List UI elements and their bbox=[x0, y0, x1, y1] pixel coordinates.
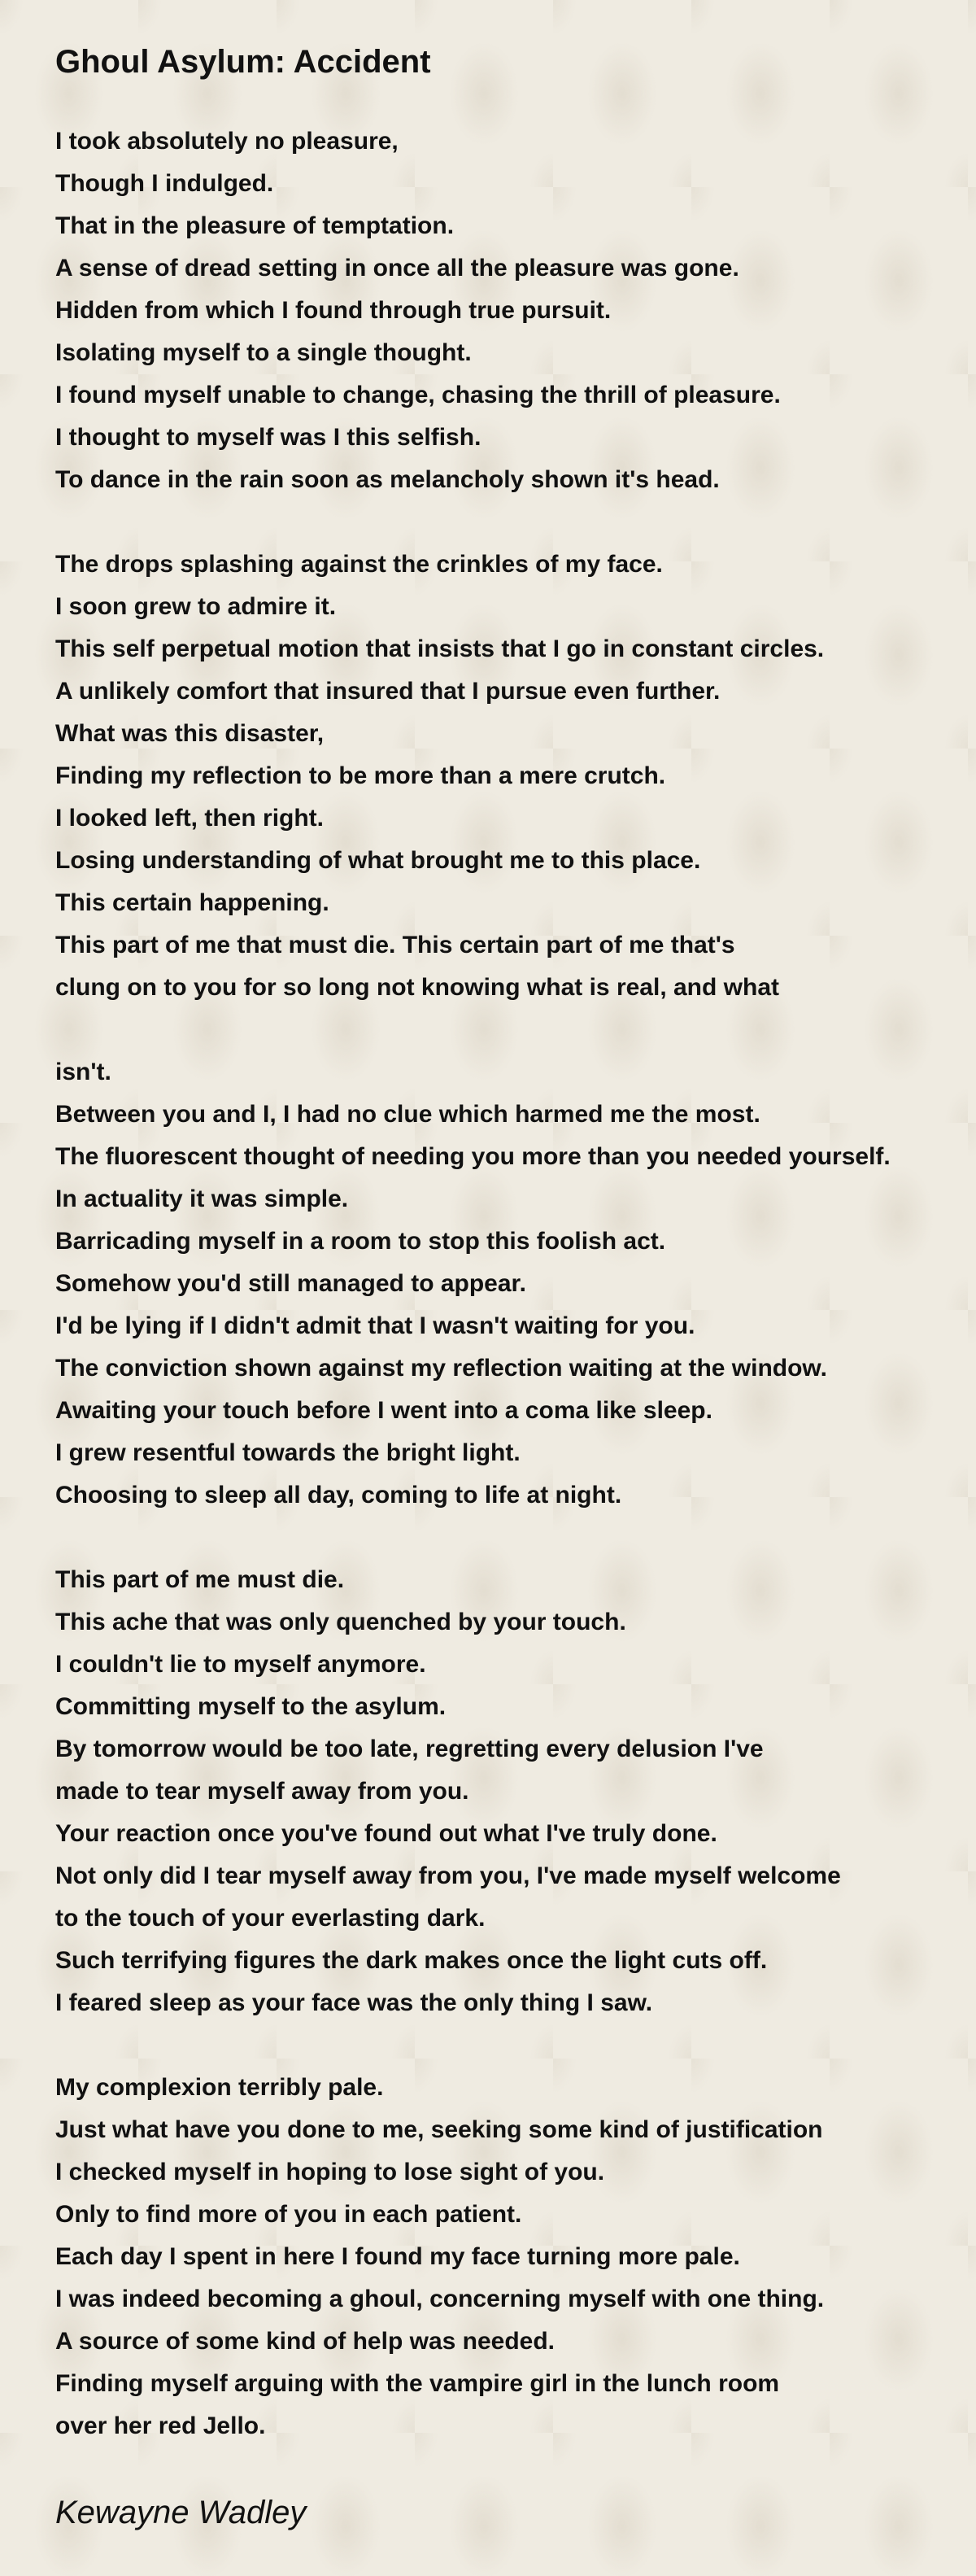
poem-line: Choosing to sleep all day, coming to life at night. bbox=[55, 1482, 622, 1508]
poem-line: This certain happening. bbox=[55, 889, 329, 916]
poem-line: Though I indulged. bbox=[55, 170, 274, 197]
poem-title: Ghoul Asylum: Accident bbox=[55, 44, 431, 80]
poem-line: clung on to you for so long not knowing what is real, and what bbox=[55, 974, 779, 1001]
stanza-break bbox=[55, 1009, 966, 1051]
poem-line: Isolating myself to a single thought. bbox=[55, 339, 472, 366]
poem-body bbox=[55, 120, 966, 2447]
poem-line: over her red Jello. bbox=[55, 2412, 266, 2439]
poem-line: What was this disaster, bbox=[55, 720, 325, 747]
poem-line: to the touch of your everlasting dark. bbox=[55, 1905, 486, 1932]
stanza-break bbox=[55, 2024, 966, 2067]
poem-line: A sense of dread setting in once all the pleasure was gone. bbox=[55, 255, 739, 282]
poem-line: This ache that was only quenched by your touch. bbox=[55, 1609, 626, 1635]
poem-line: I feared sleep as your face was the only thing I saw. bbox=[55, 1989, 653, 2016]
poem-line: Losing understanding of what brought me to this place. bbox=[55, 847, 701, 874]
poem-line: I looked left, then right. bbox=[55, 805, 324, 832]
stanza-break bbox=[55, 501, 966, 544]
poem-line: The conviction shown against my reflection waiting at the window. bbox=[55, 1355, 827, 1382]
poem-line: I was indeed becoming a ghoul, concerning myself with one thing. bbox=[55, 2286, 825, 2312]
poem-line: I'd be lying if I didn't admit that I wasn't waiting for you. bbox=[55, 1312, 695, 1339]
poem-line: In actuality it was simple. bbox=[55, 1185, 349, 1212]
poem-line: isn't. bbox=[55, 1059, 111, 1085]
poem-line: This part of me that must die. This certain part of me that's bbox=[55, 932, 735, 958]
poem-line: To dance in the rain soon as melancholy shown it's head. bbox=[55, 466, 720, 493]
poem-line: This part of me must die. bbox=[55, 1566, 345, 1593]
poem-line: Awaiting your touch before I went into a coma like sleep. bbox=[55, 1397, 712, 1424]
poem-line: This self perpetual motion that insists that I go in constant circles. bbox=[55, 635, 825, 662]
poem-line: Only to find more of you in each patient. bbox=[55, 2201, 522, 2228]
poem-line: Your reaction once you've found out what I've truly done. bbox=[55, 1820, 717, 1847]
poem-line: Such terrifying figures the dark makes once the light cuts off. bbox=[55, 1947, 768, 1974]
poem-line: Finding my reflection to be more than a mere crutch. bbox=[55, 762, 666, 789]
poem-line: I checked myself in hoping to lose sight of you. bbox=[55, 2159, 605, 2185]
poem-line: I took absolutely no pleasure, bbox=[55, 128, 399, 155]
stanza-break bbox=[55, 1517, 966, 1559]
poem-line: made to tear myself away from you. bbox=[55, 1778, 469, 1805]
poem-line: By tomorrow would be too late, regretting every delusion I've bbox=[55, 1736, 764, 1762]
poem-line: I soon grew to admire it. bbox=[55, 593, 337, 620]
poem-author: Kewayne Wadley bbox=[55, 2495, 307, 2530]
poem-line: The fluorescent thought of needing you more than you needed yourself. bbox=[55, 1143, 891, 1170]
poem-line: A source of some kind of help was needed. bbox=[55, 2328, 556, 2355]
poem-line: Committing myself to the asylum. bbox=[55, 1693, 447, 1720]
poem-line: Somehow you'd still managed to appear. bbox=[55, 1270, 526, 1297]
poem-line: I found myself unable to change, chasing the thrill of pleasure. bbox=[55, 382, 781, 408]
poem-line: That in the pleasure of temptation. bbox=[55, 212, 455, 239]
poem-line: I grew resentful towards the bright light. bbox=[55, 1439, 521, 1466]
poem-line: Barricading myself in a room to stop this foolish act. bbox=[55, 1228, 666, 1255]
poem-line: I thought to myself was I this selfish. bbox=[55, 424, 481, 451]
poem-line: Hidden from which I found through true pursuit. bbox=[55, 297, 612, 324]
poem-line: Between you and I, I had no clue which harmed me the most. bbox=[55, 1101, 760, 1128]
poem-line: My complexion terribly pale. bbox=[55, 2074, 384, 2101]
poem-line: Not only did I tear myself away from you, I've made myself welcome bbox=[55, 1862, 841, 1889]
poem-line: The drops splashing against the crinkles of my face. bbox=[55, 551, 663, 578]
poem-line: Finding myself arguing with the vampire girl in the lunch room bbox=[55, 2370, 780, 2397]
poem-line: I couldn't lie to myself anymore. bbox=[55, 1651, 426, 1678]
poem-line: Just what have you done to me, seeking some kind of justification bbox=[55, 2116, 823, 2143]
poem-line: Each day I spent in here I found my face turning more pale. bbox=[55, 2243, 740, 2270]
poem-line: A unlikely comfort that insured that I pursue even further. bbox=[55, 678, 721, 705]
